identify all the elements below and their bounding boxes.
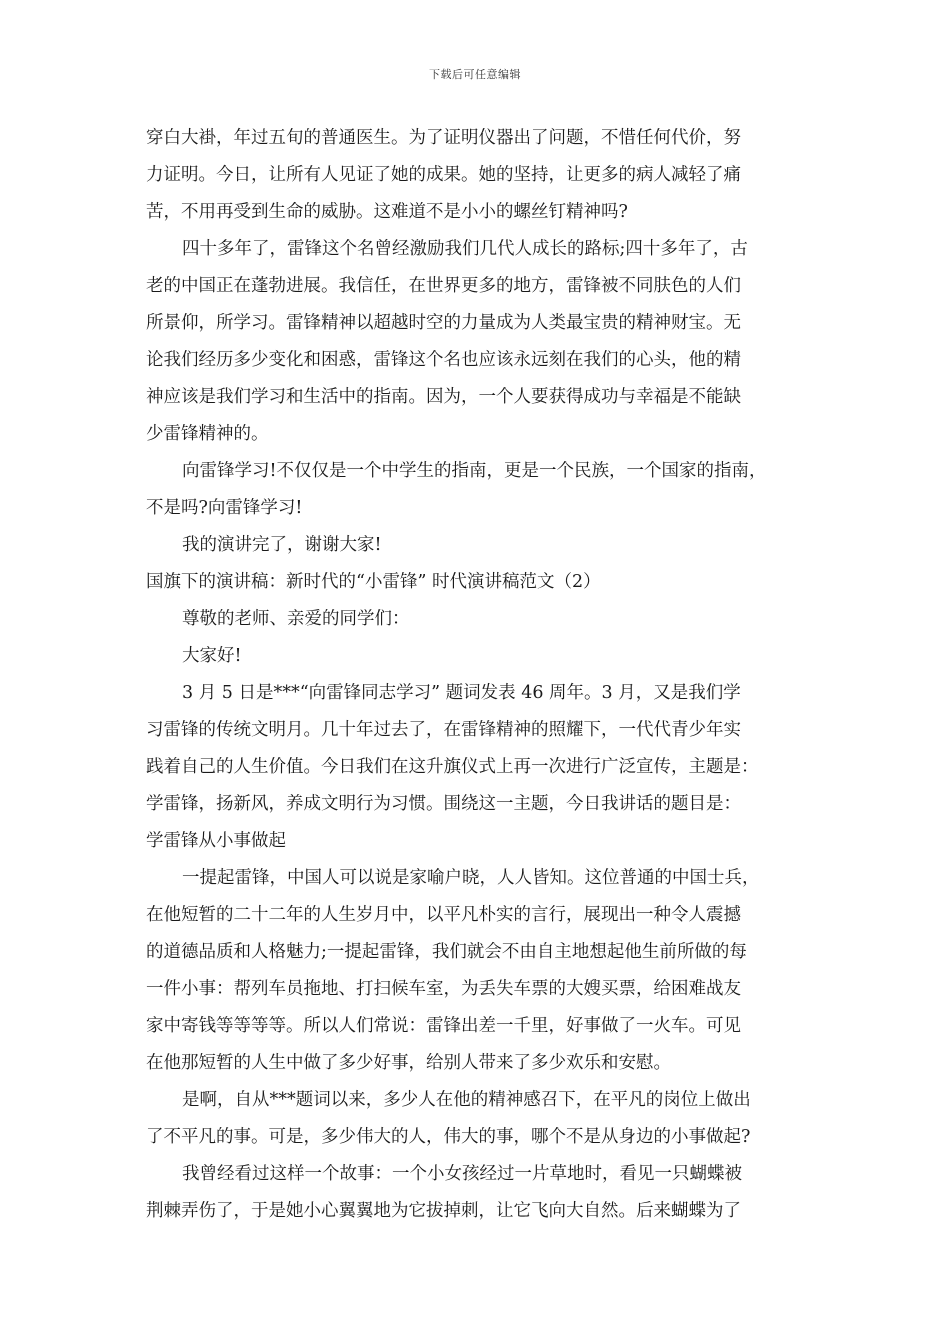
text-line: 论我们经历多少变化和困惑，雷锋这个名也应该永远刻在我们的心头，他的精 xyxy=(146,350,741,370)
text-line: 在他短暂的二十二年的人生岁月中，以平凡朴实的言行，展现出一种令人震撼 xyxy=(146,905,741,925)
text-line: 一提起雷锋，中国人可以说是家喻户晓，人人皆知。这位普通的中国士兵， xyxy=(182,868,760,888)
text-line: 国旗下的演讲稿：新时代的“小雷锋” 时代演讲稿范文（2） xyxy=(146,572,601,592)
text-line: 所景仰，所学习。雷锋精神以超越时空的力量成为人类最宝贵的精神财宝。无 xyxy=(146,313,741,333)
text-line: 在他那短暂的人生中做了多少好事，给别人带来了多少欢乐和安慰。 xyxy=(146,1053,671,1073)
text-line: 家中寄钱等等等等。所以人们常说：雷锋出差一千里，好事做了一火车。可见 xyxy=(146,1016,741,1036)
text-line: 3 月 5 日是***“向雷锋同志学习” 题词发表 46 周年。3 月，又是我们学 xyxy=(182,683,741,703)
text-line: 了不平凡的事。可是，多少伟大的人，伟大的事，哪个不是从身边的小事做起? xyxy=(146,1127,751,1147)
text-line: 践着自己的人生价值。今日我们在这升旗仪式上再一次进行广泛宣传，主题是： xyxy=(146,757,759,777)
text-line: 神应该是我们学习和生活中的指南。因为，一个人要获得成功与幸福是不能缺 xyxy=(146,387,741,407)
text-line: 我的演讲完了，谢谢大家! xyxy=(182,535,382,555)
text-line: 学雷锋从小事做起 xyxy=(146,831,286,851)
text-line: 我曾经看过这样一个故事：一个小女孩经过一片草地时，看见一只蝴蝶被 xyxy=(182,1164,742,1184)
text-line: 大家好! xyxy=(182,646,242,666)
text-line: 荆棘弄伤了，于是她小心翼翼地为它拔掉刺，让它飞向大自然。后来蝴蝶为了 xyxy=(146,1201,741,1221)
text-line: 苦，不用再受到生命的威胁。这难道不是小小的螺丝钉精神吗? xyxy=(146,202,628,222)
page-header: 下载后可任意编辑 xyxy=(429,68,521,81)
text-line: 一件小事：帮列车员拖地、打扫候车室，为丢失车票的大嫂买票，给困难战友 xyxy=(146,979,741,999)
text-line: 少雷锋精神的。 xyxy=(146,424,269,444)
text-line: 不是吗?向雷锋学习! xyxy=(146,498,303,518)
text-line: 向雷锋学习!不仅仅是一个中学生的指南，更是一个民族，一个国家的指南， xyxy=(182,461,767,481)
text-line: 学雷锋，扬新风，养成文明行为习惯。围绕这一主题，今日我讲话的题目是： xyxy=(146,794,741,814)
text-line: 老的中国正在蓬勃进展。我信任，在世界更多的地方，雷锋被不同肤色的人们 xyxy=(146,276,741,296)
text-line: 四十多年了，雷锋这个名曾经激励我们几代人成长的路标;四十多年了，古 xyxy=(182,239,748,259)
text-line: 力证明。今日，让所有人见证了她的成果。她的坚持，让更多的病人减轻了痛 xyxy=(146,165,741,185)
document-body xyxy=(146,120,810,1230)
text-line: 尊敬的老师、亲爱的同学们： xyxy=(182,609,410,629)
text-line: 是啊，自从***题词以来，多少人在他的精神感召下，在平凡的岗位上做出 xyxy=(182,1090,751,1110)
text-line: 习雷锋的传统文明月。几十年过去了，在雷锋精神的照耀下，一代代青少年实 xyxy=(146,720,741,740)
text-line: 穿白大褂，年过五旬的普通医生。为了证明仪器出了问题，不惜任何代价，努 xyxy=(146,128,741,148)
text-line: 的道德品质和人格魅力;一提起雷锋，我们就会不由自主地想起他生前所做的每 xyxy=(146,942,747,962)
